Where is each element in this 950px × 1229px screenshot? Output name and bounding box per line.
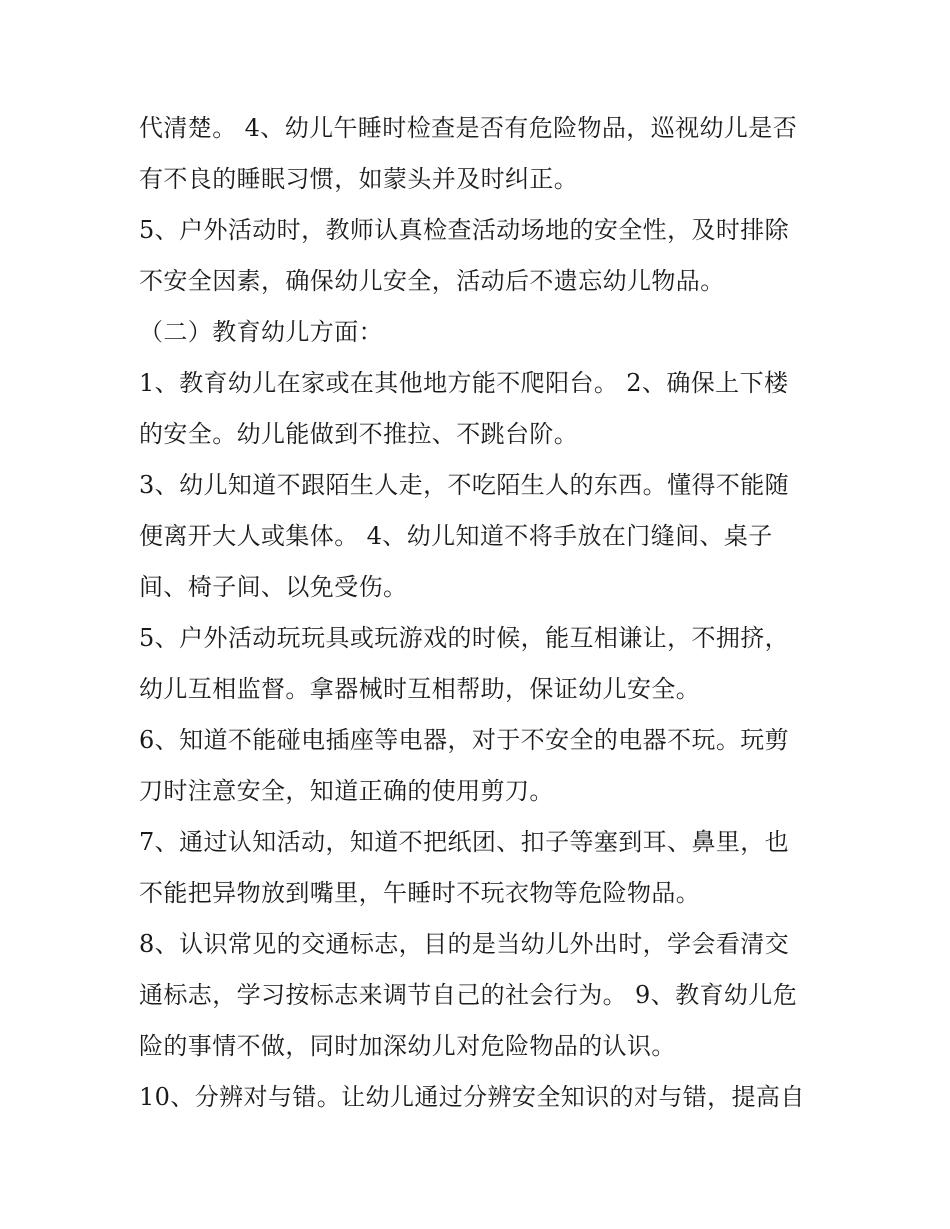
section-heading: （二）教育幼儿方面： bbox=[139, 318, 383, 346]
text-line: 3、幼儿知道不跟陌生人走，不吃陌生人的东西。懂得不能随 bbox=[139, 471, 790, 499]
text-line: 幼儿互相监督。拿器械时互相帮助，保证幼儿安全。 bbox=[139, 675, 701, 703]
text-line: 10、分辨对与错。让幼儿通过分辨安全知识的对与错，提高自 bbox=[139, 1083, 805, 1111]
text-line: 险的事情不做，同时加深幼儿对危险物品的认识。 bbox=[139, 1032, 676, 1060]
text-line: 的安全。幼儿能做到不推拉、不跳台阶。 bbox=[139, 420, 579, 448]
document-body bbox=[139, 103, 819, 1123]
text-line: 有不良的睡眠习惯，如蒙头并及时纠正。 bbox=[139, 165, 579, 193]
text-line: 5、户外活动时，教师认真检查活动场地的安全性，及时排除 bbox=[139, 216, 790, 244]
text-line: 便离开大人或集体。 4、幼儿知道不将手放在门缝间、桌子 bbox=[139, 522, 773, 550]
text-line: 7、通过认知活动，知道不把纸团、扣子等塞到耳、鼻里，也 bbox=[139, 828, 790, 856]
text-line: 代清楚。 4、幼儿午睡时检查是否有危险物品，巡视幼儿是否 bbox=[139, 114, 798, 142]
text-line: 5、户外活动玩玩具或玩游戏的时候，能互相谦让，不拥挤， bbox=[139, 624, 790, 652]
text-line: 刀时注意安全，知道正确的使用剪刀。 bbox=[139, 777, 554, 805]
text-line: 6、知道不能碰电插座等电器，对于不安全的电器不玩。玩剪 bbox=[139, 726, 790, 754]
text-line: 1、教育幼儿在家或在其他地方能不爬阳台。 2、确保上下楼 bbox=[139, 369, 789, 397]
text-line: 间、椅子间、以免受伤。 bbox=[139, 573, 408, 601]
text-line: 不能把异物放到嘴里，午睡时不玩衣物等危险物品。 bbox=[139, 879, 701, 907]
text-line: 8、认识常见的交通标志，目的是当幼儿外出时，学会看清交 bbox=[139, 930, 790, 958]
text-line: 不安全因素，确保幼儿安全，活动后不遗忘幼儿物品。 bbox=[139, 267, 725, 295]
text-line: 通标志，学习按标志来调节自己的社会行为。 9、教育幼儿危 bbox=[139, 981, 798, 1009]
